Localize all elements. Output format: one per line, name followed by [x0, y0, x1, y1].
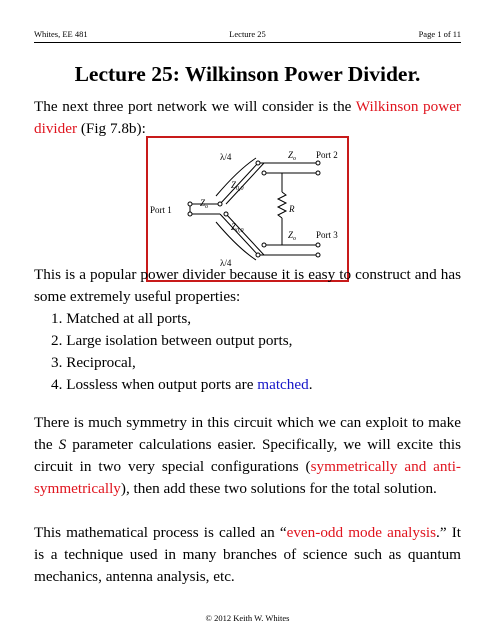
wilkinson-figure	[146, 136, 349, 282]
properties-list	[51, 308, 313, 396]
z0-bottom-output-label: $Z_o$	[288, 230, 297, 242]
z0sqrt-top-label: $Z_{0,0}$	[231, 180, 244, 192]
port3-label: Port 3	[316, 230, 338, 240]
z0-top-output-label: $Z_o$	[288, 150, 297, 162]
lambda-bottom-label: λ/4	[220, 258, 232, 268]
port1-label: Port 1	[150, 205, 172, 215]
wilkinson-link[interactable]: Wilkinson power divider	[34, 98, 461, 137]
lambda-top-label: λ/4	[220, 152, 232, 162]
s-symbol: S	[58, 436, 67, 453]
list-item: 4. Lossless when output ports are matched.	[51, 376, 313, 393]
header-course: Whites, EE 481	[34, 29, 88, 39]
header-page-number: Page 1 of 11	[418, 29, 461, 39]
list-item: 2. Large isolation between output ports,	[51, 332, 293, 349]
even-odd-link[interactable]: even-odd mode analysis	[286, 524, 437, 541]
wilkinson-circuit-diagram	[148, 138, 347, 280]
matched-link[interactable]: matched	[257, 376, 309, 393]
symmetric-link[interactable]: symmetrically and anti-symmetrically	[34, 458, 461, 497]
z0sqrt-bottom-label: $Z_{0,0}$	[231, 222, 244, 234]
page-footer: © 2012 Keith W. Whites	[205, 613, 290, 623]
intro-paragraph	[34, 96, 461, 140]
resistor-label: R	[289, 204, 295, 214]
list-item: 3. Reciprocal,	[51, 354, 136, 371]
list-item: 1. Matched at all ports,	[51, 310, 192, 327]
properties-intro: This is a popular power divider because it is easy to construct and has some extremely useful properties:	[34, 266, 461, 305]
page-header	[34, 28, 461, 43]
z0-input-label: $Z_o$	[200, 198, 209, 210]
intro-text-end: (Fig 7.8b):	[77, 120, 146, 137]
symmetry-paragraph: There is much symmetry in this circuit which we can exploit to make the S parameter calculations easier. Specifically, we will excite this circuit in two very special configurations (symmetrically and anti-symmetrically), then add these two solutions for the total solution.	[34, 414, 461, 497]
header-lecture: Lecture 25	[229, 29, 266, 39]
even-odd-paragraph: This mathematical process is called an “even-odd mode analysis.” It is a technique used in many branches of science such as quantum mechanics, antenna analysis, etc.	[34, 524, 461, 585]
port2-label: Port 2	[316, 150, 338, 160]
page-title: Lecture 25: Wilkinson Power Divider.	[74, 62, 421, 86]
intro-text: The next three port network we will consider is the	[34, 98, 356, 115]
